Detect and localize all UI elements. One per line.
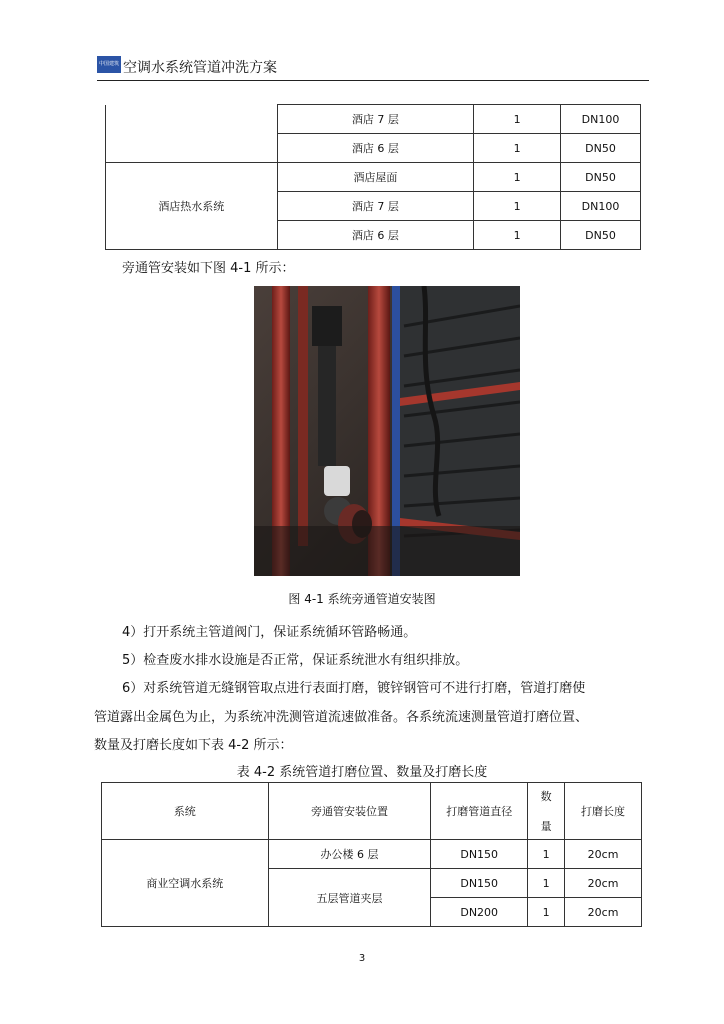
- table-cell-diameter: DN50: [561, 221, 641, 250]
- table-caption: 表 4-2 系统管道打磨位置、数量及打磨长度: [236, 765, 488, 780]
- header-cell-length: 打磨长度: [565, 783, 642, 840]
- paragraph-step-6-line1: 6）对系统管道无缝钢管取点进行表面打磨，镀锌钢管可不进行打磨，管道打磨使: [122, 681, 586, 696]
- table-cell-location: 酒店 6 层: [277, 134, 474, 163]
- company-logo: [97, 56, 121, 73]
- table-cell-count: 1: [474, 221, 561, 250]
- grinding-table: [101, 782, 642, 927]
- table-cell-diameter: DN100: [561, 105, 641, 134]
- table-cell-diameter: DN150: [431, 869, 528, 898]
- table-cell-system: 商业空调水系统: [102, 840, 269, 927]
- table-cell-diameter: DN50: [561, 163, 641, 192]
- table-cell-diameter: DN200: [431, 898, 528, 927]
- table-cell-length: 20cm: [565, 898, 642, 927]
- table-cell-location: 办公楼 6 层: [268, 840, 431, 869]
- table-cell-location: 酒店屋面: [277, 163, 474, 192]
- table-cell-count: 1: [528, 898, 565, 927]
- paragraph-step-6-line3: 数量及打磨长度如下表 4-2 所示：: [94, 738, 293, 753]
- table-cell-count: 1: [528, 840, 565, 869]
- table-cell-count: 1: [474, 105, 561, 134]
- table-cell-location: 酒店 6 层: [277, 221, 474, 250]
- paragraph-step-4: 4）打开系统主管道阀门，保证系统循环管路畅通。: [122, 625, 417, 640]
- table-cell-system: 酒店热水系统: [106, 163, 278, 250]
- table-cell-length: 20cm: [565, 869, 642, 898]
- paragraph-step-5: 5）检查废水排水设施是否正常，保证系统泄水有组织排放。: [122, 653, 469, 668]
- table-cell-diameter: DN100: [561, 192, 641, 221]
- logo-text: 中国建筑: [98, 61, 119, 67]
- figure-caption: 图 4-1 系统旁通管道安装图: [288, 592, 436, 606]
- table-cell-count: 1: [528, 869, 565, 898]
- table-cell-count: 1: [474, 163, 561, 192]
- hotel-pipe-table: [105, 104, 641, 250]
- table-cell-location: 五层管道夹层: [268, 869, 431, 927]
- table-row: [106, 163, 641, 192]
- photo-illustration: [254, 286, 520, 576]
- bypass-pipe-photo: [254, 286, 520, 576]
- header-cell-system: 系统: [102, 783, 269, 840]
- table-cell-count: 1: [474, 192, 561, 221]
- table-row: [102, 840, 642, 869]
- table-cell-system: [106, 105, 278, 163]
- page-header: [97, 52, 649, 81]
- page-number: 3: [358, 953, 366, 964]
- table-cell-location: 酒店 7 层: [277, 105, 474, 134]
- table-header-row: [102, 783, 642, 840]
- table-cell-diameter: DN50: [561, 134, 641, 163]
- intro-paragraph: 旁通管安装如下图 4-1 所示：: [122, 261, 295, 276]
- paragraph-step-6-line2: 管道露出金属色为止，为系统冲洗测管道流速做准备。各系统流速测量管道打磨位置、: [94, 710, 589, 725]
- document-title: 空调水系统管道冲洗方案: [123, 60, 277, 76]
- table-cell-diameter: DN150: [431, 840, 528, 869]
- header-cell-location: 旁通管安装位置: [268, 783, 431, 840]
- header-cell-count: [528, 783, 565, 840]
- table-cell-location: 酒店 7 层: [277, 192, 474, 221]
- header-count-bottom: 量: [540, 820, 552, 833]
- table-cell-count: 1: [474, 134, 561, 163]
- header-cell-diameter: 打磨管道直径: [431, 783, 528, 840]
- table-cell-length: 20cm: [565, 840, 642, 869]
- header-count-top: 数: [540, 790, 552, 803]
- table-row: [106, 105, 641, 134]
